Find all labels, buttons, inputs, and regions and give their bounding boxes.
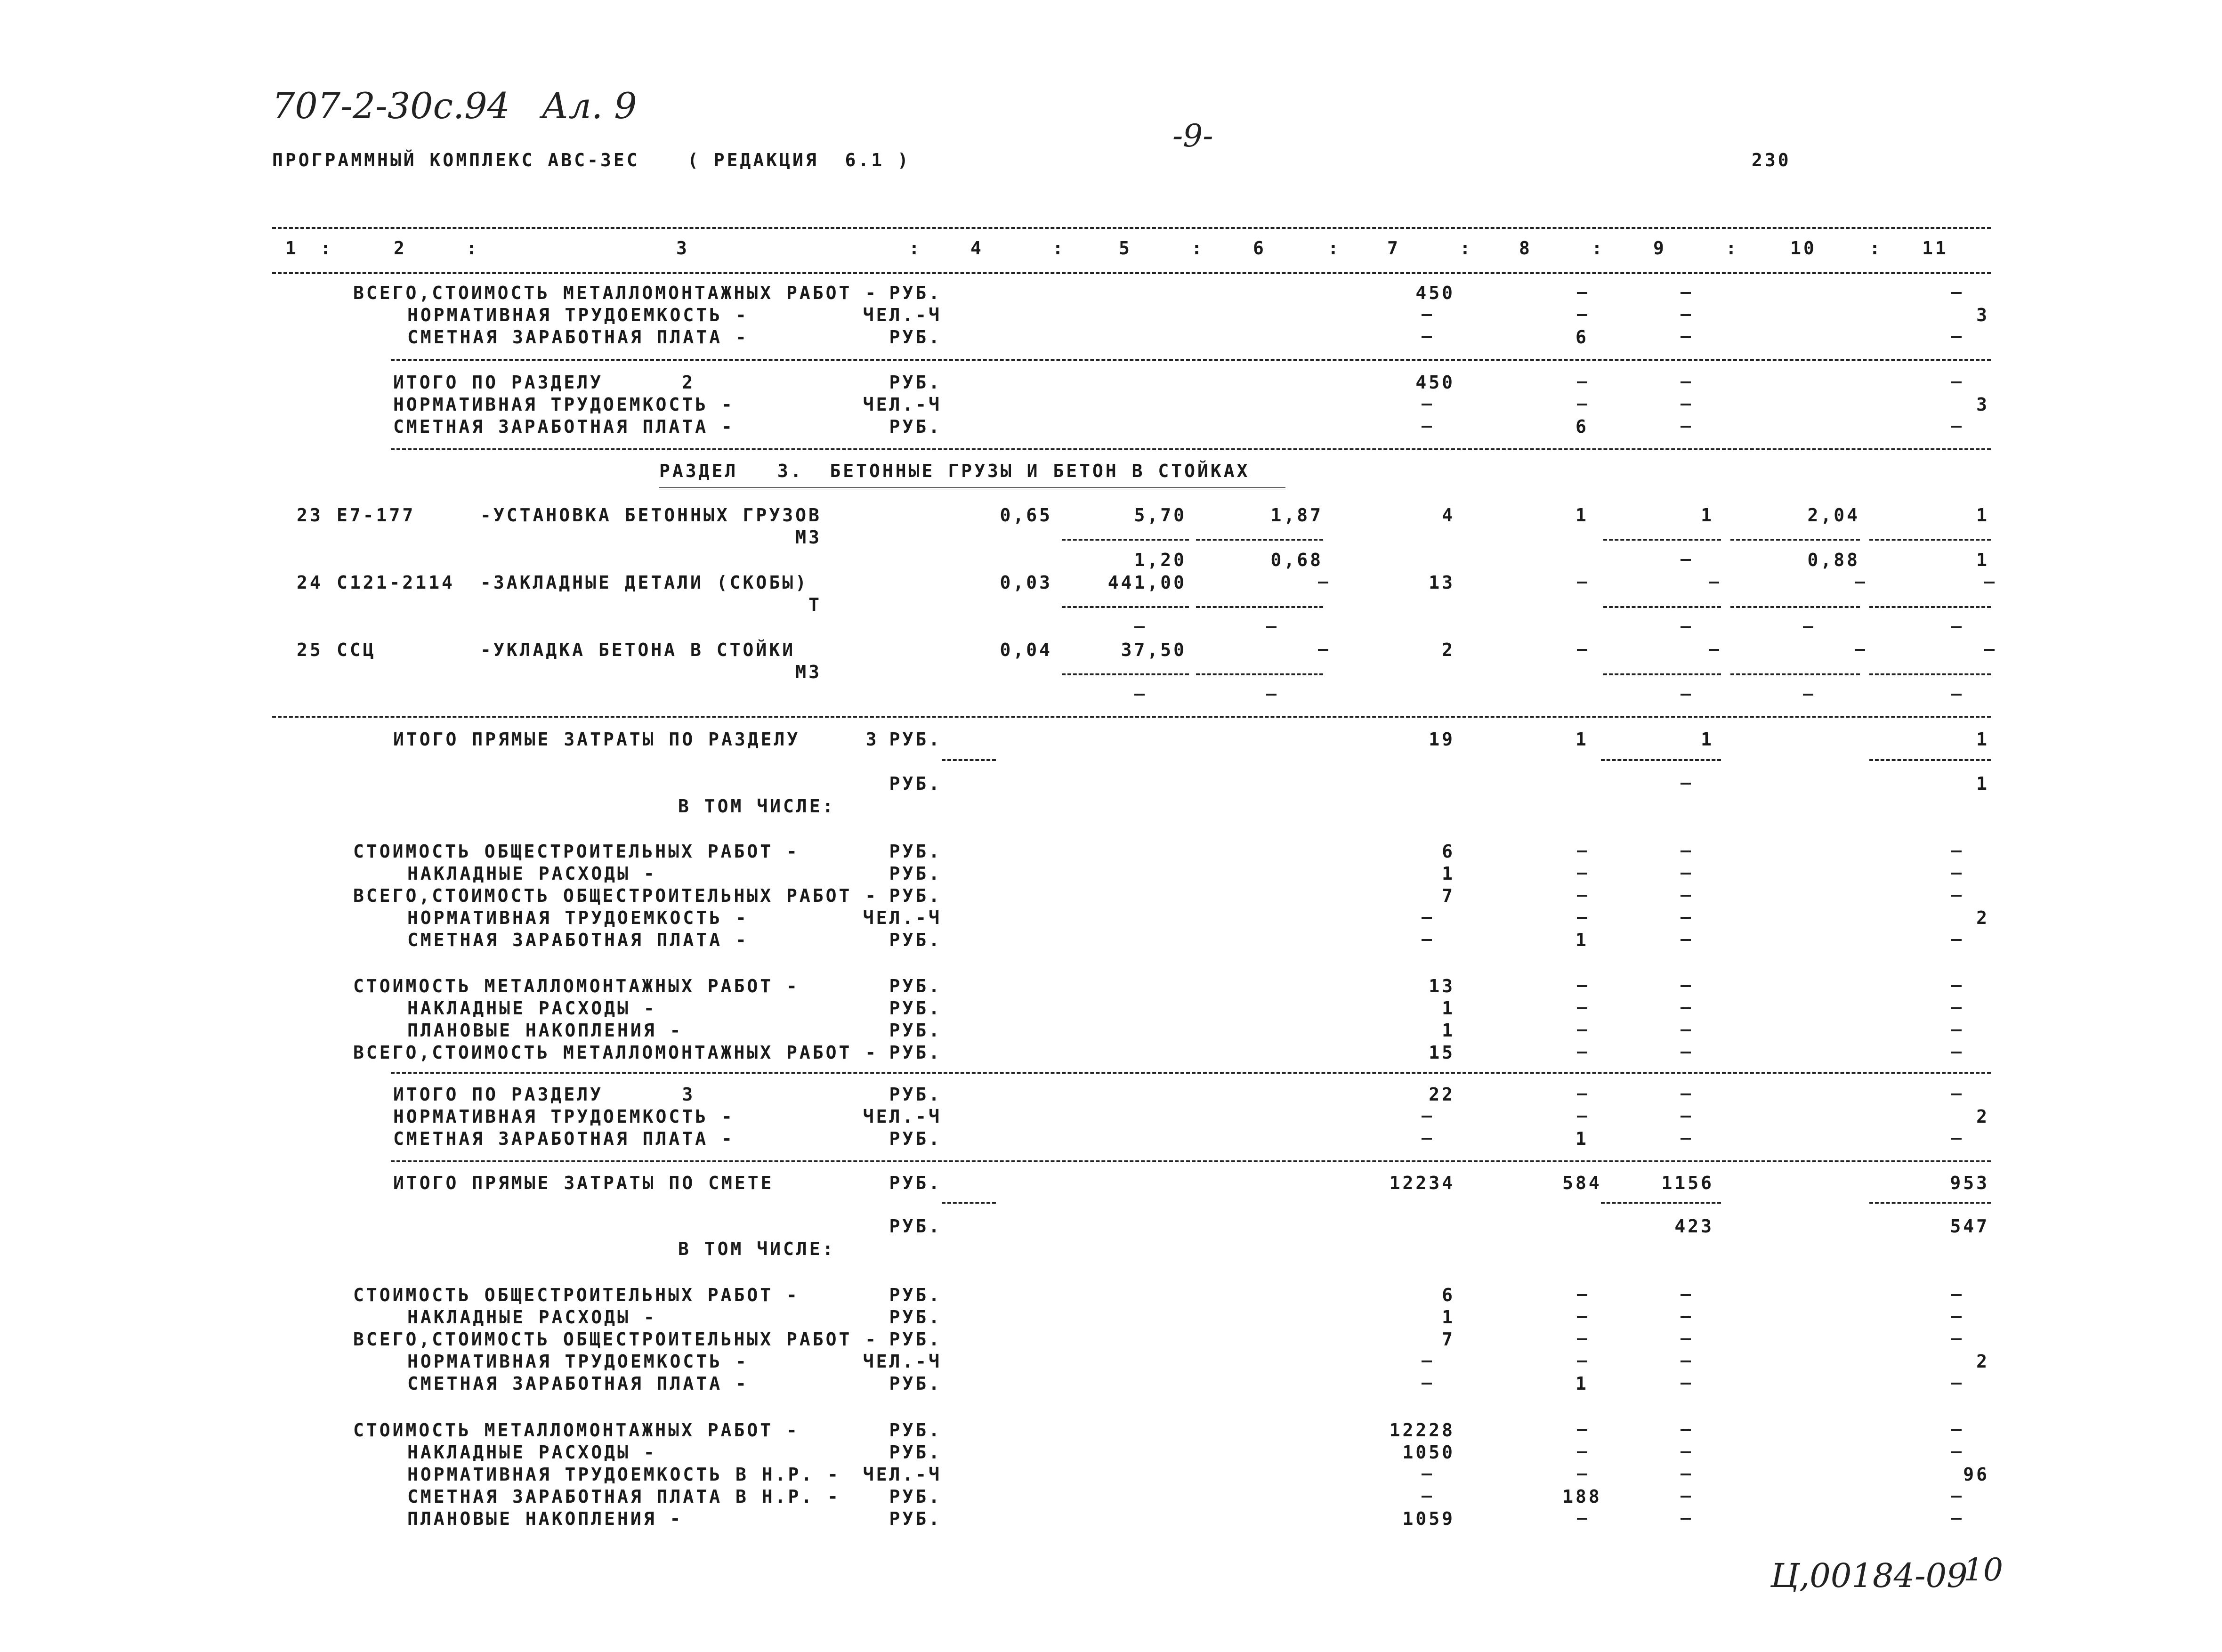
item-24-col11-sub-dash — [1951, 626, 1962, 628]
item-24-code: С121-2114 — [337, 572, 455, 593]
estimate-direct-col8: 584 — [1562, 1173, 1602, 1193]
item-25-col5: 37,50 — [1121, 640, 1187, 660]
top-row-col7: 450 — [1415, 283, 1455, 303]
item-24-col9-rule — [1603, 606, 1721, 608]
s3-general-row-col8-dash — [1577, 873, 1587, 875]
section2-total-row-label: СМЕТНАЯ ЗАРАБОТНАЯ ПЛАТА - — [393, 416, 735, 437]
top-row-col11: 3 — [1976, 305, 1989, 325]
est-metal-row-col8-dash — [1577, 1474, 1587, 1475]
column-number: 8 — [1519, 238, 1532, 259]
est-general-row-col11-dash — [1951, 1383, 1962, 1385]
estimate-direct-col11-rule — [1869, 1202, 1991, 1204]
s3-metal-row-col7: 13 — [1429, 976, 1455, 996]
item-23-quantity: 0,65 — [1000, 505, 1052, 526]
est-metal-row-unit: РУБ. — [889, 1420, 942, 1441]
est-general-row-col7-dash — [1422, 1360, 1432, 1362]
s3-metal-row-label: НАКЛАДНЫЕ РАСХОДЫ - — [407, 998, 657, 1019]
item-24-col9-dash — [1709, 582, 1719, 583]
item-25-col9-rule — [1603, 673, 1721, 675]
section2-total-row-col11-dash — [1951, 426, 1962, 428]
section2-total-row-label: НОРМАТИВНАЯ ТРУДОЕМКОСТЬ - — [393, 394, 735, 415]
s3-general-row-label: ВСЕГО,СТОИМОСТЬ ОБЩЕСТРОИТЕЛЬНЫХ РАБОТ - — [353, 885, 879, 906]
item-23-col5-sub: 1,20 — [1134, 550, 1187, 570]
document-code: 707-2-30с.94 — [272, 85, 510, 127]
item-25-col11-sub-dash — [1951, 694, 1962, 696]
est-general-row-col8-dash — [1577, 1360, 1587, 1362]
s3-metal-rule — [391, 1072, 1991, 1074]
est-metal-row-label: НОРМАТИВНАЯ ТРУДОЕМКОСТЬ В Н.Р. - — [407, 1464, 840, 1485]
s3-metal-row-col11-dash — [1951, 1029, 1962, 1031]
item-24-col6-sub-dash — [1266, 626, 1277, 628]
est-general-row-col11-dash — [1951, 1294, 1962, 1296]
est-general-row-label: НОРМАТИВНАЯ ТРУДОЕМКОСТЬ - — [407, 1351, 749, 1372]
est-general-row-col11: 2 — [1976, 1351, 1989, 1372]
est-general-row-col9-dash — [1681, 1294, 1691, 1296]
s3-general-row-unit: РУБ. — [889, 885, 942, 906]
s3-metal-row-col7: 1 — [1442, 998, 1455, 1019]
est-general-row-col7: 1 — [1442, 1307, 1455, 1328]
s3-general-row-col11-dash — [1951, 895, 1962, 897]
top-row-unit: ЧЕЛ.-Ч — [863, 305, 942, 325]
section3-title: РАЗДЕЛ 3. БЕТОННЫЕ ГРУЗЫ И БЕТОН В СТОЙКАХ — [659, 461, 1250, 481]
section2-total-row-col9-dash — [1681, 404, 1691, 405]
column-separator: : — [1460, 238, 1473, 259]
s3-general-row-unit: ЧЕЛ.-Ч — [863, 907, 942, 928]
est-metal-row-col7-dash — [1422, 1496, 1432, 1498]
est-metal-row-col9-dash — [1681, 1518, 1691, 1520]
column-separator: : — [466, 238, 479, 259]
section2-total-row-col11: 3 — [1976, 394, 1989, 415]
section2-total-row-unit: РУБ. — [889, 372, 942, 393]
section2-total-row-col8-dash — [1577, 381, 1587, 383]
est-general-row-col9-dash — [1681, 1360, 1691, 1362]
header-top-rule — [272, 227, 1991, 229]
s3-metal-row-unit: РУБ. — [889, 1042, 942, 1063]
s3-general-row-col11-dash — [1951, 939, 1962, 941]
section3-direct-col8: 1 — [1576, 729, 1589, 750]
section3-total-row-col8-dash — [1577, 1093, 1587, 1095]
section2-total-row-col7-dash — [1422, 426, 1432, 428]
item-23-col11-sub: 1 — [1976, 550, 1989, 570]
item-25-col5-sub-dash — [1134, 694, 1145, 696]
est-general-row-label: СМЕТНАЯ ЗАРАБОТНАЯ ПЛАТА - — [407, 1373, 749, 1394]
archive-stamp: Ц,00184-09 — [1770, 1556, 1968, 1595]
section3-total-row-unit: ЧЕЛ.-Ч — [863, 1106, 942, 1127]
item-23-col6-sub: 0,68 — [1270, 550, 1323, 570]
est-general-row-label: НАКЛАДНЫЕ РАСХОДЫ - — [407, 1307, 657, 1328]
item-23-col10: 2,04 — [1807, 505, 1860, 526]
section3-direct-label: ИТОГО ПРЯМЫЕ ЗАТРАТЫ ПО РАЗДЕЛУ 3 — [393, 729, 879, 750]
header-bottom-rule — [272, 272, 1991, 274]
s3-metal-row-col11-dash — [1951, 985, 1962, 987]
s3-general-row-col9-dash — [1681, 939, 1691, 941]
section3-total-row-col11: 2 — [1976, 1106, 1989, 1127]
section3-total-row-col9-dash — [1681, 1116, 1691, 1118]
section3-total-row-col9-dash — [1681, 1093, 1691, 1095]
item-25-col9-dash — [1709, 649, 1719, 651]
section3-total-row-col7-dash — [1422, 1138, 1432, 1140]
s3-general-row-unit: РУБ. — [889, 863, 942, 884]
est-general-row-col7: 6 — [1442, 1285, 1455, 1305]
item-23-col11: 1 — [1976, 505, 1989, 526]
s3-metal-row-col9-dash — [1681, 1052, 1691, 1053]
est-metal-row-unit: ЧЕЛ.-Ч — [863, 1464, 942, 1485]
item-24-col11-dash — [1984, 582, 1995, 583]
est-metal-row-col7: 1059 — [1402, 1508, 1455, 1529]
estimate-including-label: В ТОМ ЧИСЛЕ: — [678, 1239, 836, 1259]
section3-total-row-label: СМЕТНАЯ ЗАРАБОТНАЯ ПЛАТА - — [393, 1128, 735, 1149]
column-number: 2 — [394, 238, 407, 259]
s3-metal-row-col11-dash — [1951, 1052, 1962, 1053]
top-row-col11-dash — [1951, 292, 1962, 294]
top-row-unit: РУБ. — [889, 327, 942, 348]
est-general-row-col8-dash — [1577, 1294, 1587, 1296]
column-separator: : — [1328, 238, 1341, 259]
item-24-name: -ЗАКЛАДНЫЕ ДЕТАЛИ (СКОБЫ) — [480, 572, 808, 593]
s3-general-row-col11-dash — [1951, 850, 1962, 852]
est-metal-row-col9-dash — [1681, 1474, 1691, 1475]
top-row-col9-dash — [1681, 314, 1691, 316]
est-metal-row-label: ПЛАНОВЫЕ НАКОПЛЕНИЯ - — [407, 1508, 683, 1529]
s3-general-row-col8-dash — [1577, 895, 1587, 897]
item-25-col11-dash — [1984, 649, 1995, 651]
est-metal-row-col7: 1050 — [1402, 1442, 1455, 1463]
item-25-col7: 2 — [1442, 640, 1455, 660]
est-general-row-unit: ЧЕЛ.-Ч — [863, 1351, 942, 1372]
item-25-col10-sub-dash — [1803, 694, 1813, 696]
item-24-col8-dash — [1577, 582, 1587, 583]
item-25-col6-sub-dash — [1266, 694, 1277, 696]
item-24-col10-dash — [1855, 582, 1865, 583]
item-25-col5-rule — [1062, 673, 1189, 675]
s3-metal-row-col7: 1 — [1442, 1020, 1455, 1041]
column-number: 3 — [676, 238, 689, 259]
section3-direct-col11-rule — [1869, 759, 1991, 761]
section2-total-row-col7-dash — [1422, 404, 1432, 405]
item-25-col6-rule — [1196, 673, 1323, 675]
section3-total-row-col7-dash — [1422, 1116, 1432, 1118]
est-metal-row-col11-dash — [1951, 1496, 1962, 1498]
est-metal-row-col8-dash — [1577, 1429, 1587, 1431]
est-general-row-col8-dash — [1577, 1338, 1587, 1340]
item-25-col8-dash — [1577, 649, 1587, 651]
s3-metal-row-unit: РУБ. — [889, 976, 942, 996]
item-23-unit: М3 — [795, 527, 822, 548]
estimate-direct-col7: 12234 — [1389, 1173, 1455, 1193]
section3-total-row-label: ИТОГО ПО РАЗДЕЛУ 3 — [393, 1084, 695, 1105]
section3-direct-unit: РУБ. — [889, 729, 942, 750]
s3-general-row-label: СТОИМОСТЬ ОБЩЕСТРОИТЕЛЬНЫХ РАБОТ - — [353, 841, 800, 862]
estimate-direct-unit2: РУБ. — [889, 1216, 942, 1237]
section2-total-row-label: ИТОГО ПО РАЗДЕЛУ 2 — [393, 372, 695, 393]
estimate-direct-col11: 953 — [1950, 1173, 1989, 1193]
s3-general-row-col8-dash — [1577, 917, 1587, 919]
stamp-sheet-number: 10 — [1963, 1552, 2003, 1588]
top-row-label: НОРМАТИВНАЯ ТРУДОЕМКОСТЬ - — [407, 305, 749, 325]
item-25-col10-dash — [1855, 649, 1865, 651]
top-row-col9-dash — [1681, 292, 1691, 294]
section2-total-row-unit: ЧЕЛ.-Ч — [863, 394, 942, 415]
item-23-col10-sub: 0,88 — [1807, 550, 1860, 570]
section3-total-row-label: НОРМАТИВНАЯ ТРУДОЕМКОСТЬ - — [393, 1106, 735, 1127]
s3-general-row-label: СМЕТНАЯ ЗАРАБОТНАЯ ПЛАТА - — [407, 930, 749, 950]
est-metal-row-col7-dash — [1422, 1474, 1432, 1475]
section3-total-row-col9-dash — [1681, 1138, 1691, 1140]
section3-total-row-col8-dash — [1577, 1116, 1587, 1118]
section3-direct-unit2: РУБ. — [889, 773, 942, 794]
estimate-direct-col9-rule — [1601, 1202, 1721, 1204]
est-general-row-label: ВСЕГО,СТОИМОСТЬ ОБЩЕСТРОИТЕЛЬНЫХ РАБОТ - — [353, 1329, 879, 1350]
s3-metal-row-unit: РУБ. — [889, 1020, 942, 1041]
s3-metal-row-label: СТОИМОСТЬ МЕТАЛЛОМОНТАЖНЫХ РАБОТ - — [353, 976, 800, 996]
top-row-unit: РУБ. — [889, 283, 942, 303]
est-general-row-col11-dash — [1951, 1316, 1962, 1318]
est-general-row-unit: РУБ. — [889, 1373, 942, 1394]
s3-metal-row-col8-dash — [1577, 985, 1587, 987]
estimate-direct-col9: 1156 — [1661, 1173, 1714, 1193]
section3-direct-col9-rule — [1601, 759, 1721, 761]
s3-metal-row-col9-dash — [1681, 1007, 1691, 1009]
s3-metal-row-label: ВСЕГО,СТОИМОСТЬ МЕТАЛЛОМОНТАЖНЫХ РАБОТ - — [353, 1042, 879, 1063]
s3-general-row-col8: 1 — [1576, 930, 1589, 950]
item-24-col7: 13 — [1429, 572, 1455, 593]
s3-metal-row-col8-dash — [1577, 1007, 1587, 1009]
estimate-direct-label: ИТОГО ПРЯМЫЕ ЗАТРАТЫ ПО СМЕТЕ — [393, 1173, 774, 1193]
est-metal-row-col9-dash — [1681, 1451, 1691, 1453]
s3-metal-row-col11-dash — [1951, 1007, 1962, 1009]
est-metal-row-col11-dash — [1951, 1518, 1962, 1520]
item-24-col11-rule — [1869, 606, 1991, 608]
estimate-direct-unit: РУБ. — [889, 1173, 942, 1193]
est-general-row-col11-dash — [1951, 1338, 1962, 1340]
top-row-col9-dash — [1681, 336, 1691, 338]
column-separator: : — [1052, 238, 1066, 259]
est-metal-row-col9-dash — [1681, 1496, 1691, 1498]
section2-total-row-unit: РУБ. — [889, 416, 942, 437]
s3-general-row-col8-dash — [1577, 850, 1587, 852]
item-25-code: ССЦ — [337, 640, 376, 660]
s3-metal-row-col9-dash — [1681, 985, 1691, 987]
item-25-quantity: 0,04 — [1000, 640, 1052, 660]
column-number: 6 — [1253, 238, 1266, 259]
s3-general-row-col9-dash — [1681, 873, 1691, 875]
column-number: 10 — [1790, 238, 1817, 259]
column-number: 4 — [970, 238, 984, 259]
section3-direct-col9: 1 — [1701, 729, 1714, 750]
item-24-col10-rule — [1730, 606, 1860, 608]
est-metal-row-col8-dash — [1577, 1518, 1587, 1520]
section3-total-row-unit: РУБ. — [889, 1084, 942, 1105]
s3-general-row-unit: РУБ. — [889, 841, 942, 862]
item-25-number: 25 — [297, 640, 323, 660]
section3-total-row-unit: РУБ. — [889, 1128, 942, 1149]
s3-metal-row-col9-dash — [1681, 1029, 1691, 1031]
s3-general-row-col11-dash — [1951, 873, 1962, 875]
s3-metal-row-col7: 15 — [1429, 1042, 1455, 1063]
top-row-label: СМЕТНАЯ ЗАРАБОТНАЯ ПЛАТА - — [407, 327, 749, 348]
item-23-col10-rule — [1730, 539, 1860, 541]
item-23-code: Е7-177 — [337, 505, 416, 526]
section2-total-row-col9-dash — [1681, 381, 1691, 383]
est-general-row-col9-dash — [1681, 1338, 1691, 1340]
s3-general-row-col11: 2 — [1976, 907, 1989, 928]
top-row-col7-dash — [1422, 314, 1432, 316]
top-row-col8-dash — [1577, 292, 1587, 294]
top-row-col8-dash — [1577, 314, 1587, 316]
column-separator: : — [320, 238, 333, 259]
section2-rule — [391, 448, 1991, 450]
est-general-row-col8-dash — [1577, 1316, 1587, 1318]
item-23-col8: 1 — [1576, 505, 1589, 526]
s3-general-row-col7: 7 — [1442, 885, 1455, 906]
top-block-rule — [391, 359, 1991, 361]
est-general-row-col8: 1 — [1576, 1373, 1589, 1394]
column-number: 7 — [1387, 238, 1400, 259]
section3-direct-col9-sub-dash — [1681, 783, 1691, 785]
section3-direct-col11-sub: 1 — [1976, 773, 1989, 794]
section3-title-underline — [659, 487, 1285, 491]
estimate-direct-col9-sub: 423 — [1674, 1216, 1714, 1237]
est-general-row-unit: РУБ. — [889, 1307, 942, 1328]
item-23-col9-rule — [1603, 539, 1721, 541]
est-general-row-unit: РУБ. — [889, 1329, 942, 1350]
section2-total-row-col7: 450 — [1415, 372, 1455, 393]
section3-total-rule — [391, 1160, 1991, 1162]
top-row-col11-dash — [1951, 336, 1962, 338]
estimate-direct-col11-sub: 547 — [1950, 1216, 1989, 1237]
item-23-col9: 1 — [1701, 505, 1714, 526]
item-25-col10-rule — [1730, 673, 1860, 675]
item-24-number: 24 — [297, 572, 323, 593]
est-metal-row-label: СМЕТНАЯ ЗАРАБОТНАЯ ПЛАТА В Н.Р. - — [407, 1486, 840, 1507]
column-separator: : — [1726, 238, 1739, 259]
s3-metal-row-col8-dash — [1577, 1052, 1587, 1053]
section3-total-row-col8: 1 — [1576, 1128, 1589, 1149]
section3-total-row-col7: 22 — [1429, 1084, 1455, 1105]
s3-general-row-col7: 1 — [1442, 863, 1455, 884]
section2-total-row-col11-dash — [1951, 381, 1962, 383]
sheet-number: 230 — [1752, 150, 1791, 170]
item-24-unit: Т — [808, 594, 822, 615]
est-metal-row-col11: 96 — [1963, 1464, 1989, 1485]
column-number: 5 — [1119, 238, 1132, 259]
item-23-col7: 4 — [1442, 505, 1455, 526]
item-23-col5-rule — [1062, 539, 1189, 541]
item-24-col5-rule — [1062, 606, 1189, 608]
section3-direct-col7: 19 — [1429, 729, 1455, 750]
est-general-row-unit: РУБ. — [889, 1285, 942, 1305]
page-mark: -9- — [1172, 118, 1213, 154]
item-23-col11-rule — [1869, 539, 1991, 541]
item-25-unit: М3 — [795, 662, 822, 682]
s3-general-row-col7-dash — [1422, 917, 1432, 919]
item-25-col9-sub-dash — [1681, 694, 1691, 696]
est-metal-row-col11-dash — [1951, 1451, 1962, 1453]
s3-metal-row-unit: РУБ. — [889, 998, 942, 1019]
est-metal-row-unit: РУБ. — [889, 1486, 942, 1507]
section3-direct-col11: 1 — [1976, 729, 1989, 750]
s3-metal-row-label: ПЛАНОВЫЕ НАКОПЛЕНИЯ - — [407, 1020, 683, 1041]
including-label: В ТОМ ЧИСЛЕ: — [678, 796, 836, 817]
section2-total-row-col9-dash — [1681, 426, 1691, 428]
est-general-row-label: СТОИМОСТЬ ОБЩЕСТРОИТЕЛЬНЫХ РАБОТ - — [353, 1285, 800, 1305]
est-general-row-col9-dash — [1681, 1316, 1691, 1318]
column-separator: : — [1869, 238, 1883, 259]
s3-general-row-col7: 6 — [1442, 841, 1455, 862]
section2-total-row-col8-dash — [1577, 404, 1587, 405]
est-metal-row-label: НАКЛАДНЫЕ РАСХОДЫ - — [407, 1442, 657, 1463]
s3-general-row-label: НАКЛАДНЫЕ РАСХОДЫ - — [407, 863, 657, 884]
column-separator: : — [909, 238, 922, 259]
column-separator: : — [1191, 238, 1204, 259]
items-rule — [272, 716, 1991, 718]
item-23-col5: 5,70 — [1134, 505, 1187, 526]
est-metal-row-col8: 188 — [1562, 1486, 1602, 1507]
item-25-col11-rule — [1869, 673, 1991, 675]
album-number: Ал. 9 — [541, 85, 637, 127]
s3-general-row-col9-dash — [1681, 917, 1691, 919]
item-24-col10-sub-dash — [1803, 626, 1813, 628]
est-metal-row-col11-dash — [1951, 1429, 1962, 1431]
est-metal-row-col7: 12228 — [1389, 1420, 1455, 1441]
item-23-name: -УСТАНОВКА БЕТОННЫХ ГРУЗОВ — [480, 505, 822, 526]
top-row-label: ВСЕГО,СТОИМОСТЬ МЕТАЛЛОМОНТАЖНЫХ РАБОТ - — [353, 283, 879, 303]
column-number: 11 — [1922, 238, 1948, 259]
edition: ( РЕДАКЦИЯ 6.1 ) — [687, 150, 911, 170]
section3-direct-unit-rule — [942, 759, 996, 761]
est-metal-row-col9-dash — [1681, 1429, 1691, 1431]
item-23-col6: 1,87 — [1270, 505, 1323, 526]
item-23-col6-rule — [1196, 539, 1323, 541]
est-general-row-col7: 7 — [1442, 1329, 1455, 1350]
s3-metal-row-col8-dash — [1577, 1029, 1587, 1031]
item-24-col5-sub-dash — [1134, 626, 1145, 628]
s3-general-row-label: НОРМАТИВНАЯ ТРУДОЕМКОСТЬ - — [407, 907, 749, 928]
item-24-col9-sub-dash — [1681, 626, 1691, 628]
item-23-number: 23 — [297, 505, 323, 526]
estimate-direct-unit-rule — [942, 1202, 996, 1204]
s3-general-row-col7-dash — [1422, 939, 1432, 941]
column-number: 9 — [1653, 238, 1666, 259]
item-24-col6-rule — [1196, 606, 1323, 608]
column-separator: : — [1592, 238, 1605, 259]
est-metal-row-label: СТОИМОСТЬ МЕТАЛЛОМОНТАЖНЫХ РАБОТ - — [353, 1420, 800, 1441]
s3-general-row-col9-dash — [1681, 850, 1691, 852]
top-row-col8: 6 — [1576, 327, 1589, 348]
est-metal-row-col8-dash — [1577, 1451, 1587, 1453]
item-24-col5: 441,00 — [1107, 572, 1187, 593]
section2-total-row-col8: 6 — [1576, 416, 1589, 437]
s3-general-row-col9-dash — [1681, 895, 1691, 897]
est-metal-row-unit: РУБ. — [889, 1508, 942, 1529]
est-metal-row-unit: РУБ. — [889, 1442, 942, 1463]
column-number: 1 — [285, 238, 299, 259]
section3-total-row-col11-dash — [1951, 1093, 1962, 1095]
est-general-row-col7-dash — [1422, 1383, 1432, 1385]
est-general-row-col9-dash — [1681, 1383, 1691, 1385]
section3-total-row-col11-dash — [1951, 1138, 1962, 1140]
item-24-quantity: 0,03 — [1000, 572, 1052, 593]
program-name: ПРОГРАММНЫЙ КОМПЛЕКС АВС-ЗЕС — [272, 150, 640, 170]
item-25-name: -УКЛАДКА БЕТОНА В СТОЙКИ — [480, 640, 796, 660]
s3-general-row-unit: РУБ. — [889, 930, 942, 950]
top-row-col7-dash — [1422, 336, 1432, 338]
